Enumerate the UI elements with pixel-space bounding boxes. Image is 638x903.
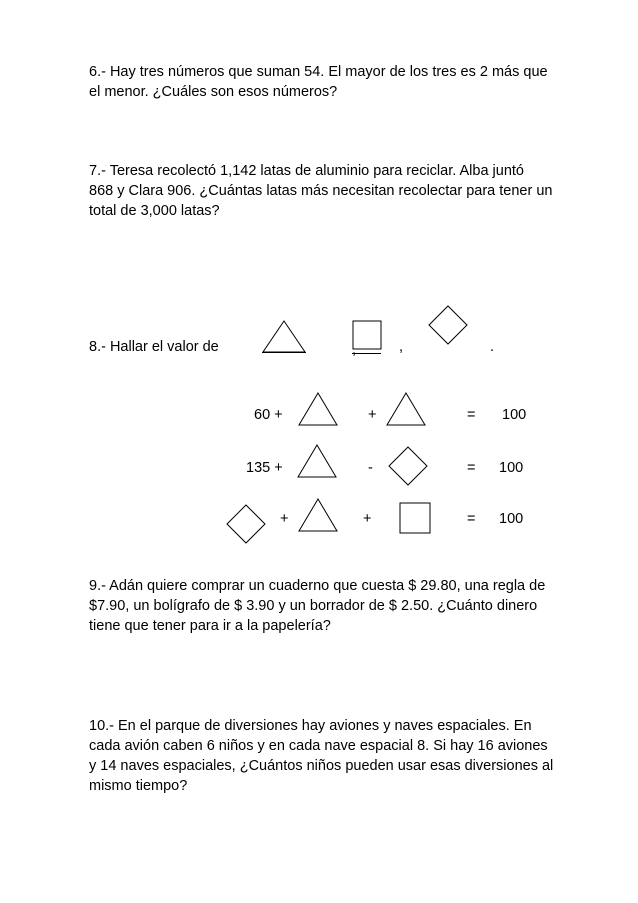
problem-8-comma-2: , xyxy=(399,339,404,355)
equation-2-left: 135 + xyxy=(246,460,283,476)
equation-1-operator: + xyxy=(368,407,377,423)
triangle-icon xyxy=(386,392,426,426)
triangle-icon xyxy=(297,444,337,478)
problem-9-text: 9.- Adán quiere comprar un cuaderno que cuesta $ 29.80, una regla de $7.90, un bolígrafo de $ 3.90 y un borrador de $ 2.50. ¿Cuánto dinero tiene que tener para ir a la papelería? xyxy=(89,578,546,634)
square-icon xyxy=(399,502,431,534)
problem-6-text: 6.- Hay tres números que suman 54. El mayor de los tres es 2 más que el menor. ¿Cuáles son esos números? xyxy=(89,64,548,100)
equation-1-left: 60 + xyxy=(254,407,283,423)
triangle-icon xyxy=(298,392,338,426)
equation-3-equals: = xyxy=(467,511,476,527)
triangle-icon xyxy=(262,320,306,354)
equation-2-operator: - xyxy=(368,460,373,476)
problem-8-comma-1: , xyxy=(352,342,357,358)
problem-7-text: 7.- Teresa recolectó 1,142 latas de aluminio para reciclar. Alba juntó 868 y Clara 906. ¿Cuántas latas más necesitan recolectar para tener un total de 3,000 latas? xyxy=(89,163,553,219)
equation-1-result: 100 xyxy=(502,407,527,423)
equation-2-result: 100 xyxy=(499,460,524,476)
diamond-icon xyxy=(428,305,468,345)
diamond-icon xyxy=(226,504,266,544)
equation-3-result: 100 xyxy=(499,511,524,527)
square-icon xyxy=(352,320,382,354)
equation-2-equals: = xyxy=(467,460,476,476)
equation-3-operator: + xyxy=(363,511,372,527)
triangle-icon xyxy=(298,498,338,532)
diamond-icon xyxy=(388,446,428,486)
equation-1-equals: = xyxy=(467,407,476,423)
problem-8-prompt: 8.- Hallar el valor de xyxy=(89,339,219,355)
problem-10-text: 10.- En el parque de diversiones hay aviones y naves espaciales. En cada avión caben 6 niños y en cada nave espacial 8. Si hay 16 aviones y 14 naves espaciales, ¿Cuántos niños pueden usar esas diversiones al mismo tiempo? xyxy=(89,718,554,794)
equation-3-left: + xyxy=(280,511,289,527)
problem-8-period: . xyxy=(490,339,495,355)
